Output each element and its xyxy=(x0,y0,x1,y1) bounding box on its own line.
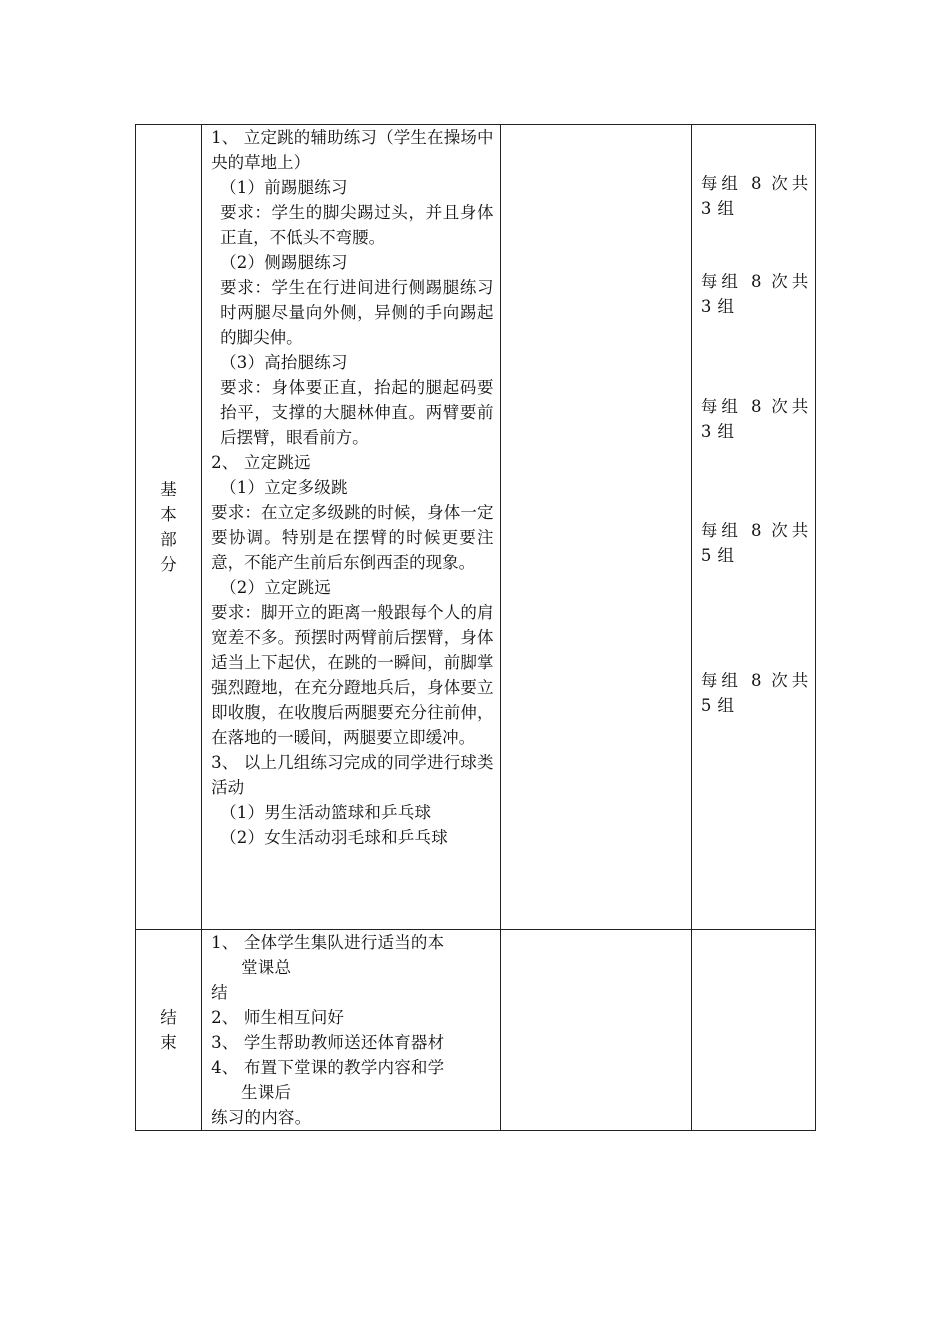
content-line: （2）女生活动羽毛球和乒乓球 xyxy=(220,828,448,847)
ending-row xyxy=(136,930,816,1131)
content-line: 4、 布置下堂课的教学内容和学 xyxy=(211,1058,445,1077)
content-line: 要求：在立定多级跳的时候，身体一定要协调。特别是在摆臂的时候更要注意，不能产生前后东倒西歪的现象。 xyxy=(211,503,494,572)
content-line: 2、 师生相互问好 xyxy=(211,1008,345,1027)
content-line: 要求：脚开立的距离一般跟每个人的肩宽差不多。预摆时两臂前后摆臂，身体适当上下起伏，在跳的一瞬间，前脚掌强烈蹬地，在充分蹬地兵后，身体要立即收腹，在收腹后两腿要充分往前伸，在落地的一暖间，两腿要立即缓冲。 xyxy=(211,603,494,747)
content-line: 要求：学生在行进间进行侧踢腿练习时两腿尽量向外侧，异侧的手向踢起的脚尖伸。 xyxy=(220,278,494,347)
content-line: 3、 学生帮助教师送还体育器材 xyxy=(211,1033,445,1052)
dose-entry: 每组 8 次共 3 组 xyxy=(700,397,809,441)
main-part-dose-cell xyxy=(691,125,815,930)
content-line: （2）立定跳远 xyxy=(220,578,331,597)
main-part-section-label: 基本部分 xyxy=(160,480,177,574)
dose-entry: 每组 8 次共 5 组 xyxy=(700,521,809,565)
content-line: （3）高抬腿练习 xyxy=(220,353,348,372)
content-line: 堂课总 xyxy=(241,958,292,977)
main-part-section-cell xyxy=(136,125,202,930)
content-line: （1）前踢腿练习 xyxy=(220,178,348,197)
main-part-row xyxy=(136,125,816,930)
dose-entry: 每组 8 次共 5 组 xyxy=(700,671,809,715)
content-line: 要求：身体要正直，抬起的腿起码要抬平，支撑的大腿林伸直。两臂要前后摆臂，眼看前方。 xyxy=(220,378,494,447)
lesson-plan-table xyxy=(135,124,816,1131)
content-line: 要求：学生的脚尖踢过头，并且身体正直，不低头不弯腰。 xyxy=(220,203,494,247)
ending-section-label: 结束 xyxy=(160,1008,177,1052)
content-line: 练习的内容。 xyxy=(211,1108,312,1127)
main-part-organization-cell xyxy=(500,125,691,930)
content-line: 结 xyxy=(211,983,228,1002)
dose-entry: 每组 8 次共 3 组 xyxy=(700,272,809,316)
content-line: 3、 以上几组练习完成的同学进行球类活动 xyxy=(211,753,494,797)
main-part-content-cell xyxy=(202,125,500,930)
content-line: （1）立定多级跳 xyxy=(220,478,348,497)
ending-section-cell xyxy=(136,930,202,1131)
content-line: （2）侧踢腿练习 xyxy=(220,253,348,272)
content-line: 生课后 xyxy=(241,1083,292,1102)
content-line: 2、 立定跳远 xyxy=(211,453,311,472)
dose-entry: 每组 8 次共 3 组 xyxy=(700,174,809,218)
ending-dose-cell xyxy=(691,930,815,1131)
ending-organization-cell xyxy=(500,930,691,1131)
ending-content-cell xyxy=(202,930,500,1131)
content-line: （1）男生活动篮球和乒乓球 xyxy=(220,803,432,822)
content-line: 1、 全体学生集队进行适当的本 xyxy=(211,933,445,952)
content-line: 1、 立定跳的辅助练习（学生在操场中央的草地上） xyxy=(211,128,494,172)
